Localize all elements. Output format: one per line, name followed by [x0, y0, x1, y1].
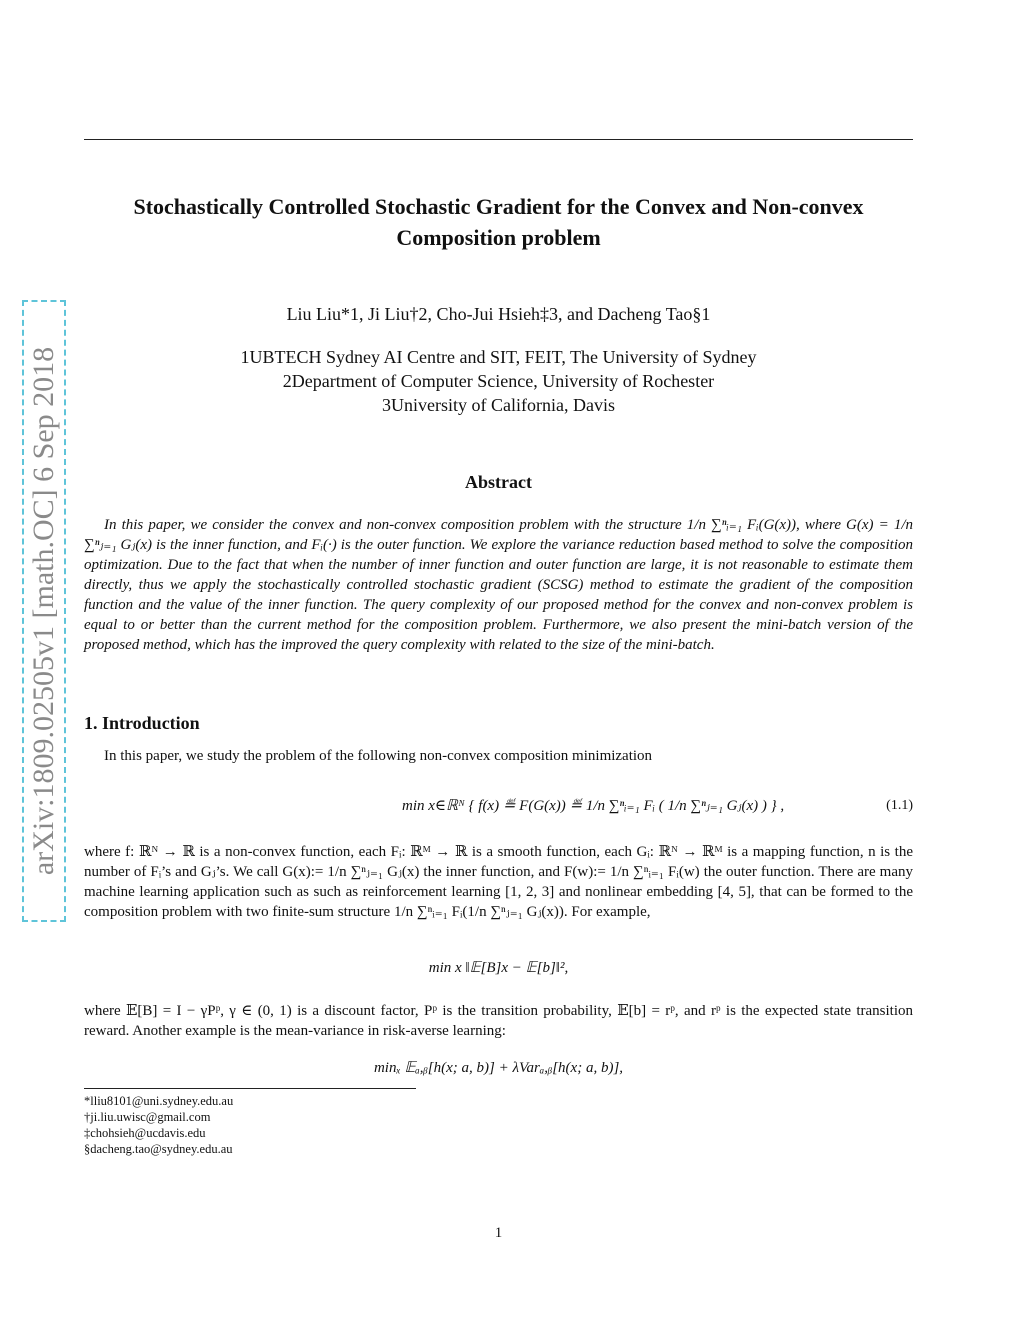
top-rule	[84, 139, 913, 140]
abstract	[84, 515, 913, 655]
footnote-1: *lliu8101@uni.sydney.edu.au	[84, 1094, 234, 1108]
affiliation-1: 1UBTECH Sydney AI Centre and SIT, FEIT, The University of Sydney	[240, 347, 757, 367]
affiliation-3: 3University of California, Davis	[382, 395, 615, 415]
footnote-2: †ji.liu.uwisc@gmail.com	[84, 1110, 211, 1124]
intro-paragraph-2: where f: ℝᴺ → ℝ is a non-convex function, each Fᵢ: ℝᴹ → ℝ is a smooth function, each Gᵢ: ℝᴺ → ℝᴹ is a mapping function, n is the number of Fᵢ’s and Gⱼ’s. We call G(x):= 1/n ∑ⁿⱼ₌₁ Gⱼ(x) the inner function, and F(w):= 1/n ∑ⁿᵢ₌₁ Fᵢ(w) the outer function. There are many machine learning application such as such as reinforcement learning [1, 2, 3] and nonlinear embedding [4, 5], that can be formed to the composition problem with two finite-sum structure 1/n ∑ⁿᵢ₌₁ Fᵢ(1/n ∑ⁿⱼ₌₁ Gⱼ(x)). For example,	[84, 844, 913, 920]
equation-3: minₓ 𝔼ₐ,ᵦ[h(x; a, b)] + λVarₐ,ᵦ[h(x; a, b)],	[373, 1060, 624, 1076]
author-list: Liu Liu*1, Ji Liu†2, Cho-Jui Hsieh‡3, and Dacheng Tao§1	[286, 304, 711, 324]
abstract-heading: Abstract	[465, 472, 532, 492]
footnote-4: §dacheng.tao@sydney.edu.au	[84, 1142, 233, 1156]
equation-1-1	[84, 780, 913, 832]
abstract-text: In this paper, we consider the convex and non-convex composition problem with the structure 1/n ∑ⁿᵢ₌₁ Fᵢ(G(x)), where G(x) = 1/n ∑ⁿⱼ₌₁ Gⱼ(x) is the inner function, and Fᵢ(·) is the outer function. We explore the variance reduction based method to solve the composition optimization. Due to the fact that when the number of inner function and outer function are large, it is not reasonable to estimate them directly, thus we apply the stochastically controlled stochastic gradient (SCSG) method to estimate the gradient of the composition function and the value of the inner function. The query complexity of our proposed method for the convex and non-convex problem is equal to or better than the current method for the composition problem. Furthermore, we also present the mini-batch version of the proposed method, which has the improved the query complexity with related to the size of the mini-batch.	[84, 517, 913, 653]
equation-2: min x ‖𝔼[B]x − 𝔼[b]‖²,	[428, 960, 569, 976]
footnote-rule	[84, 1088, 416, 1089]
section-heading: 1. Introduction	[84, 713, 200, 733]
affiliation-2: 2Department of Computer Science, University of Rochester	[282, 371, 715, 391]
arxiv-stamp-text: arXiv:1809.02505v1 [math.OC] 6 Sep 2018	[27, 346, 60, 876]
intro-paragraph-3: where 𝔼[B] = I − γPᵖ, γ ∈ (0, 1) is a discount factor, Pᵖ is the transition probability, 𝔼[b] = rᵖ, and rᵖ is the expected state transition reward. Another example is the mean-variance in risk-averse learning:	[84, 1003, 913, 1039]
affiliations	[84, 345, 913, 417]
footnote-3: ‡chohsieh@ucdavis.edu	[84, 1126, 206, 1140]
footnotes	[84, 1093, 233, 1157]
arxiv-stamp	[22, 300, 66, 922]
equation-number: (1.1)	[886, 798, 913, 813]
page-number: 1	[494, 1225, 503, 1241]
intro-paragraph-1: In this paper, we study the problem of the following non-convex composition minimization	[104, 748, 653, 764]
equation-1-1-body: min x∈ℝᴺ { f(x) ≝ F(G(x)) ≝ 1/n ∑ⁿᵢ₌₁ Fᵢ ( 1/n ∑ⁿⱼ₌₁ Gⱼ(x) ) } ,	[402, 798, 785, 814]
paper-title: Stochastically Controlled Stochastic Gradient for the Convex and Non-convex Composition problem	[133, 194, 864, 250]
